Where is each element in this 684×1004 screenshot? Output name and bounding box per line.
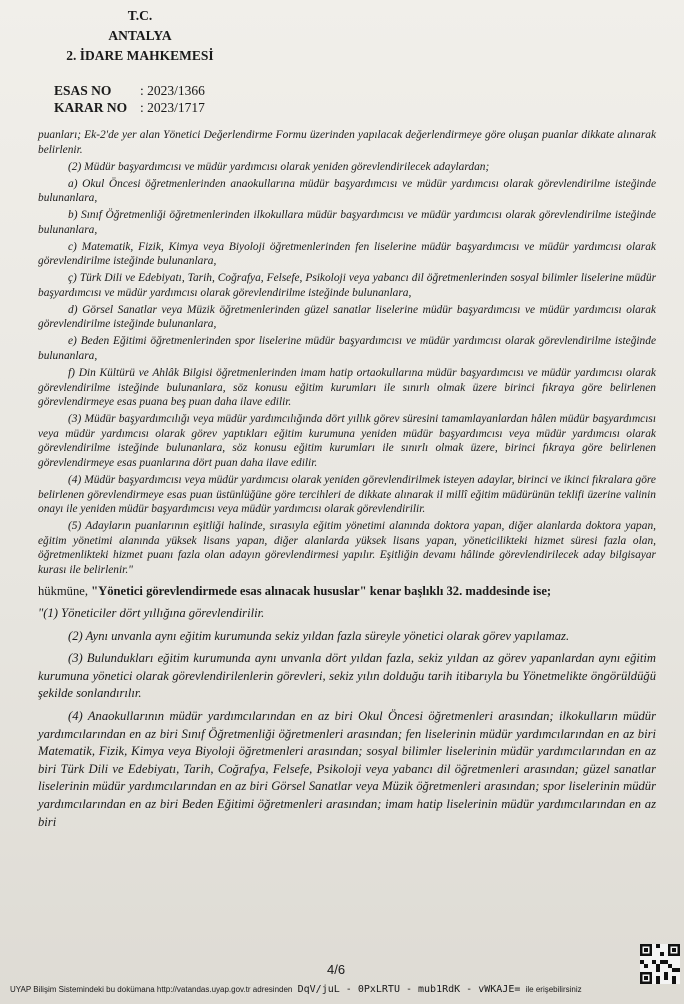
paragraph: (3) Bulundukları eğitim kurumunda aynı unvanla dört yıldan fazla, sekiz yıldan az görev yapanlardan aynı eğitim kurumuna yönetici olarak görevlendirilenlerin görevleri, sekiz yılın dolduğu tarih itibarıyla bu Yönetmelikte öngörüldüğü şekilde sonlandırılır. xyxy=(38,651,656,701)
esas-label: ESAS NO xyxy=(54,83,112,98)
paragraph-prefix: hükmüne, xyxy=(38,583,92,598)
footer-suffix: ile erişebilirsiniz xyxy=(525,985,582,994)
paragraph: e) Beden Eğitimi öğretmenlerinden spor liselerine müdür başyardımcısı ve müdür yardımcısı olarak görevlendirilme isteğinde bulunanlara, xyxy=(38,335,656,363)
document-body xyxy=(38,128,656,836)
header-line-city: ANTALYA xyxy=(108,28,172,43)
paragraph: ç) Türk Dili ve Edebiyatı, Tarih, Coğrafya, Felsefe, Psikoloji veya yabancı dil öğretmenlerinden sosyal bilimler liselerine müdür başyardımcısı ve müdür yardımcısı olarak görevlendirilme isteğinde bulunanlara, xyxy=(38,272,656,299)
paragraph: puanları; Ek-2'de yer alan Yönetici Değerlendirme Formu üzerinden yapılacak değerlendirmeye göre oluşan puanlar dikkate alınarak belirlenir. xyxy=(38,129,656,156)
uyap-footer xyxy=(10,984,582,995)
paragraph: (2) Müdür başyardımcısı ve müdür yardımcısı olarak yeniden görevlendirilecek adaylardan; xyxy=(68,160,490,173)
page-number: 4/6 xyxy=(327,962,346,977)
paragraph: (4) Müdür başyardımcısı veya müdür yardımcısı olarak yeniden görevlendirilmek isteyen adaylar, birinci ve ikinci fıkralara göre belirlenen görevlendirmeye esas puan üstünlüğüne göre tercihleri de dikkate alınarak il millî eğitim müdürünün teklifi üzerine valinin onayı ile yeniden müdür başyardımcısı veya müdür yardımcısı olarak görevlendirilir. xyxy=(38,473,656,516)
paragraph: "(1) Yöneticiler dört yıllığına görevlendirilir. xyxy=(38,606,265,621)
paragraph: (2) Aynı unvanla aynı eğitim kurumunda sekiz yıldan fazla süreyle yönetici olarak görev yapılamaz. xyxy=(68,628,570,643)
case-numbers xyxy=(54,82,205,116)
paragraph: c) Matematik, Fizik, Kimya veya Biyoloji öğretmenlerinden fen liselerine müdür başyardımcısı ve müdür yardımcısı olarak görevlendirilme isteğinde bulunanlara, xyxy=(38,240,656,268)
header-line-court: 2. İDARE MAHKEMESİ xyxy=(66,48,214,63)
article-32-section xyxy=(38,583,656,832)
paragraph: (5) Adayların puanlarının eşitliği halinde, sırasıyla eğitim yönetimi alanında doktora yapan, diğer alanlarda doktora yapan, eğitim yönetimi alanında yüksek lisans yapan, diğer alanlarda yüksek lisans yapan, yöneticilikteki hizmet süresi fazla olan, öğretmenlikteki hizmet puanı fazla olan adayın görevlendirmesi yapılır. Eşitliğin devamı hâlinde görevlendirilecek aday bilgisayar kurası ile belirlenir." xyxy=(38,520,656,576)
paragraph xyxy=(38,583,656,601)
qr-code-icon xyxy=(640,944,680,984)
verification-code: DqV/juL - 0PxLRTU - mub1RdK - vWKAJE= xyxy=(297,984,521,995)
paragraph: b) Sınıf Öğretmenliği öğretmenlerinden ilkokullara müdür başyardımcısı ve müdür yardımcısı olarak görevlendirilme isteğinde bulunanlara, xyxy=(38,209,656,236)
paragraph: d) Görsel Sanatlar veya Müzik öğretmenlerinden güzel sanatlar liselerine müdür başyardımcısı ve müdür yardımcısı olarak görevlendirilme isteğinde bulunanlara, xyxy=(38,303,656,331)
paragraph: (3) Müdür başyardımcılığı veya müdür yardımcılığında dört yıllık görev süresini tamamlayanlardan hâlen müdür başyardımcısı veya müdür yardımcısı olarak görev yaptıkları eğitim kurumuna yeniden müdür başyardımcısı veya müdür yardımcısı olarak görevlendirilme isteğinde bulunanlara, söz konusu eğitim kurumları ile sınırlı olmak üzere, birinci fıkraya göre belirlenen görevlendirmeye esas puanlarına dört puan daha ilave edilir. xyxy=(38,413,656,469)
karar-label: KARAR NO xyxy=(54,100,128,115)
header-line-tc: T.C. xyxy=(127,8,153,23)
paragraph: a) Okul Öncesi öğretmenlerinden anaokullarına müdür başyardımcısı ve müdür yardımcısı olarak görevlendirilme isteğinde bulunanlara, xyxy=(38,177,656,205)
esas-value: : 2023/1366 xyxy=(140,83,205,98)
paragraph: f) Din Kültürü ve Ahlâk Bilgisi öğretmenlerinden imam hatip ortaokullarına müdür başyardımcısı ve müdür yardımcısı olarak görevlendirilme isteğinde bulunanlara, söz konusu eğitim kurumları ile sınırlı olmak üzere birinci fıkraya göre belirlenen görevlendirmeye esas puana beş puan daha ilave edilir. xyxy=(38,367,656,409)
court-header xyxy=(60,6,220,66)
article-heading: "Yönetici görevlendirmede esas alınacak hususlar" kenar başlıklı 32. maddesinde ise; xyxy=(91,583,552,598)
paragraph: (4) Anaokullarının müdür yardımcılarından en az biri Okul Öncesi öğretmenleri arasından; ilkokulların müdür yardımcılarından en az biri Sınıf Öğretmenliği öğretmenleri arasından; fen liselerinin müdür yardımcılarından en az biri Matematik, Fizik, Kimya veya Biyoloji öğretmenleri arasından; sosyal bilimler liselerinin müdür yardımcılarından en az biri Türk Dili ve Edebiyatı, Tarih, Coğrafya, Felsefe, Psikoloji veya yabancı dil öğretmenleri arasından; güzel sanatlar liselerinin müdür yardımcılarından en az biri Görsel Sanatlar veya Müzik öğretmenleri arasından; spor liselerinin müdür yardımcılarından en az biri Beden Eğitimi öğretmenleri arasından; imam hatip liselerinin müdür yardımcılarından en az biri xyxy=(38,709,656,829)
footer-text: UYAP Bilişim Sistemindeki bu dokümana http://vatandas.uyap.gov.tr adresinden xyxy=(10,985,293,994)
karar-value: : 2023/1717 xyxy=(140,100,205,115)
